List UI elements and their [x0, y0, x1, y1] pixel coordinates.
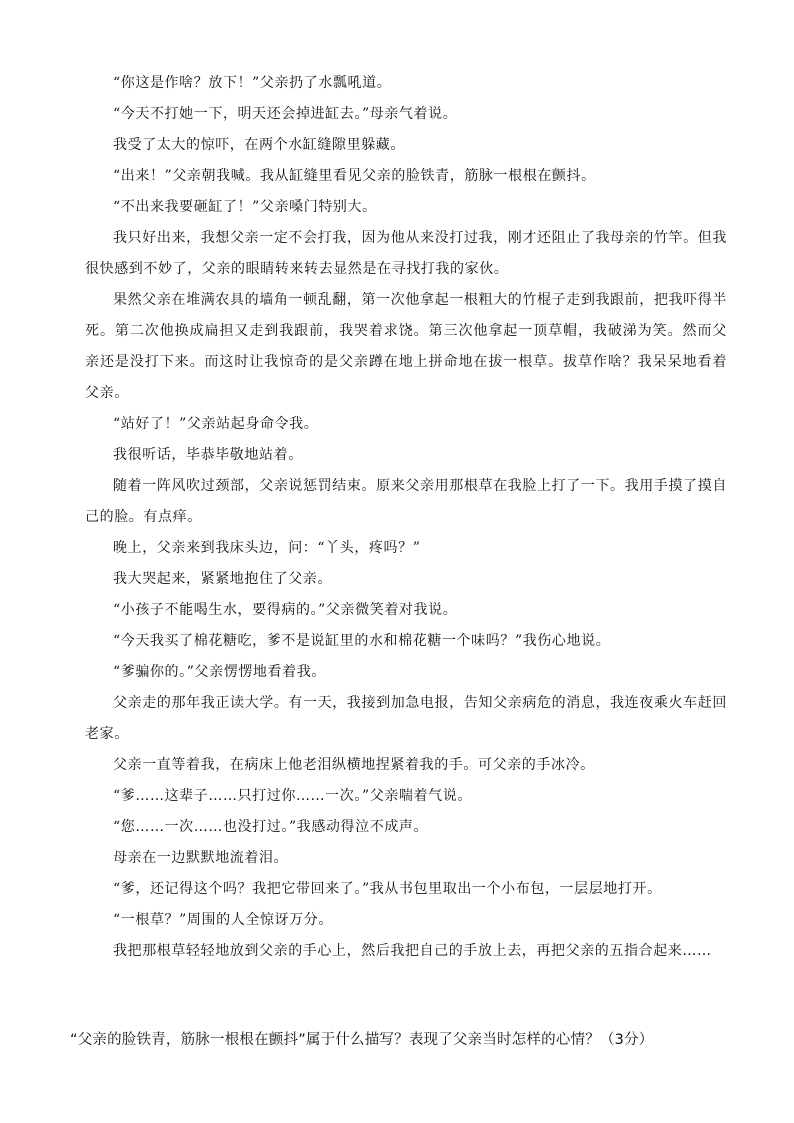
- paragraph: 我很听话，毕恭毕敬地站着。: [113, 447, 303, 463]
- story-text: [85, 68, 727, 967]
- paragraph: 父亲一直等着我，在病床上他老泪纵横地捏紧着我的手。可父亲的手冰冷。: [113, 757, 595, 773]
- paragraph: 晚上，父亲来到我床头边，问：“丫头，疼吗？”: [113, 540, 421, 556]
- paragraph: 随着一阵风吹过颈部，父亲说惩罚结束。原来父亲用那根草在我脸上打了一下。我用手摸了摸自己的脸。有点痒。: [85, 478, 727, 525]
- paragraph: “站好了！”父亲站起身命令我。: [113, 416, 319, 432]
- question-text: “父亲的脸铁青，筋脉一根根在颤抖”属于什么描写？表现了父亲当时怎样的心情？（3分）: [70, 1032, 654, 1048]
- paragraph: “爹……这辈子……只打过你……一次。”父亲喘着气说。: [113, 788, 472, 804]
- paragraph: 果然父亲在堆满农具的墙角一顿乱翻，第一次他拿起一根粗大的竹棍子走到我跟前，把我吓得半死。第二次他换成扁担又走到我跟前，我哭着求饶。第三次他拿起一顶草帽，我破涕为笑。然而父亲还是没打下来。而这时让我惊奇的是父亲蹲在地上拼命地在拔一根草。拔草作啥？我呆呆地看着父亲。: [85, 292, 727, 401]
- paragraph: “您……一次……也没打过。”我感动得泣不成声。: [113, 819, 429, 835]
- paragraph: 我只好出来，我想父亲一定不会打我，因为他从来没打过我，刚才还阻止了我母亲的竹竿。但我很快感到不妙了，父亲的眼睛转来转去显然是在寻找打我的家伙。: [85, 230, 727, 277]
- paragraph: “你这是作啥？放下！”父亲扔了水瓢吼道。: [113, 75, 392, 91]
- paragraph: “出来！”父亲朝我喊。我从缸缝里看见父亲的脸铁青，筋脉一根根在颤抖。: [113, 168, 596, 184]
- paragraph: “一根草？”周围的人全惊讶万分。: [113, 912, 333, 928]
- paragraph: “不出来我要砸缸了！”父亲嗓门特别大。: [113, 199, 377, 215]
- paragraph: “爹，还记得这个吗？我把它带回来了。”我从书包里取出一个小布包，一层层地打开。: [113, 881, 662, 897]
- paragraph: “今天我买了棉花糖吃，爹不是说缸里的水和棉花糖一个味吗？”我伤心地说。: [113, 633, 611, 649]
- paragraph: “爹骗你的。”父亲愣愣地看着我。: [113, 664, 326, 680]
- paragraph: 母亲在一边默默地流着泪。: [113, 850, 289, 866]
- paragraph: “今天不打她一下，明天还会掉进缸去。”母亲气着说。: [113, 106, 458, 122]
- paragraph: 我把那根草轻轻地放到父亲的手心上，然后我把自己的手放上去，再把父亲的五指合起来……: [113, 943, 712, 959]
- paragraph: 我受了太大的惊吓，在两个水缸缝隙里躲藏。: [113, 137, 405, 153]
- paragraph: 父亲走的那年我正读大学。有一天，我接到加急电报，告知父亲病危的消息，我连夜乘火车赶回老家。: [85, 695, 727, 742]
- paragraph: “小孩子不能喝生水，要得病的。”父亲微笑着对我说。: [113, 602, 458, 618]
- paragraph: 我大哭起来，紧紧地抱住了父亲。: [113, 571, 332, 587]
